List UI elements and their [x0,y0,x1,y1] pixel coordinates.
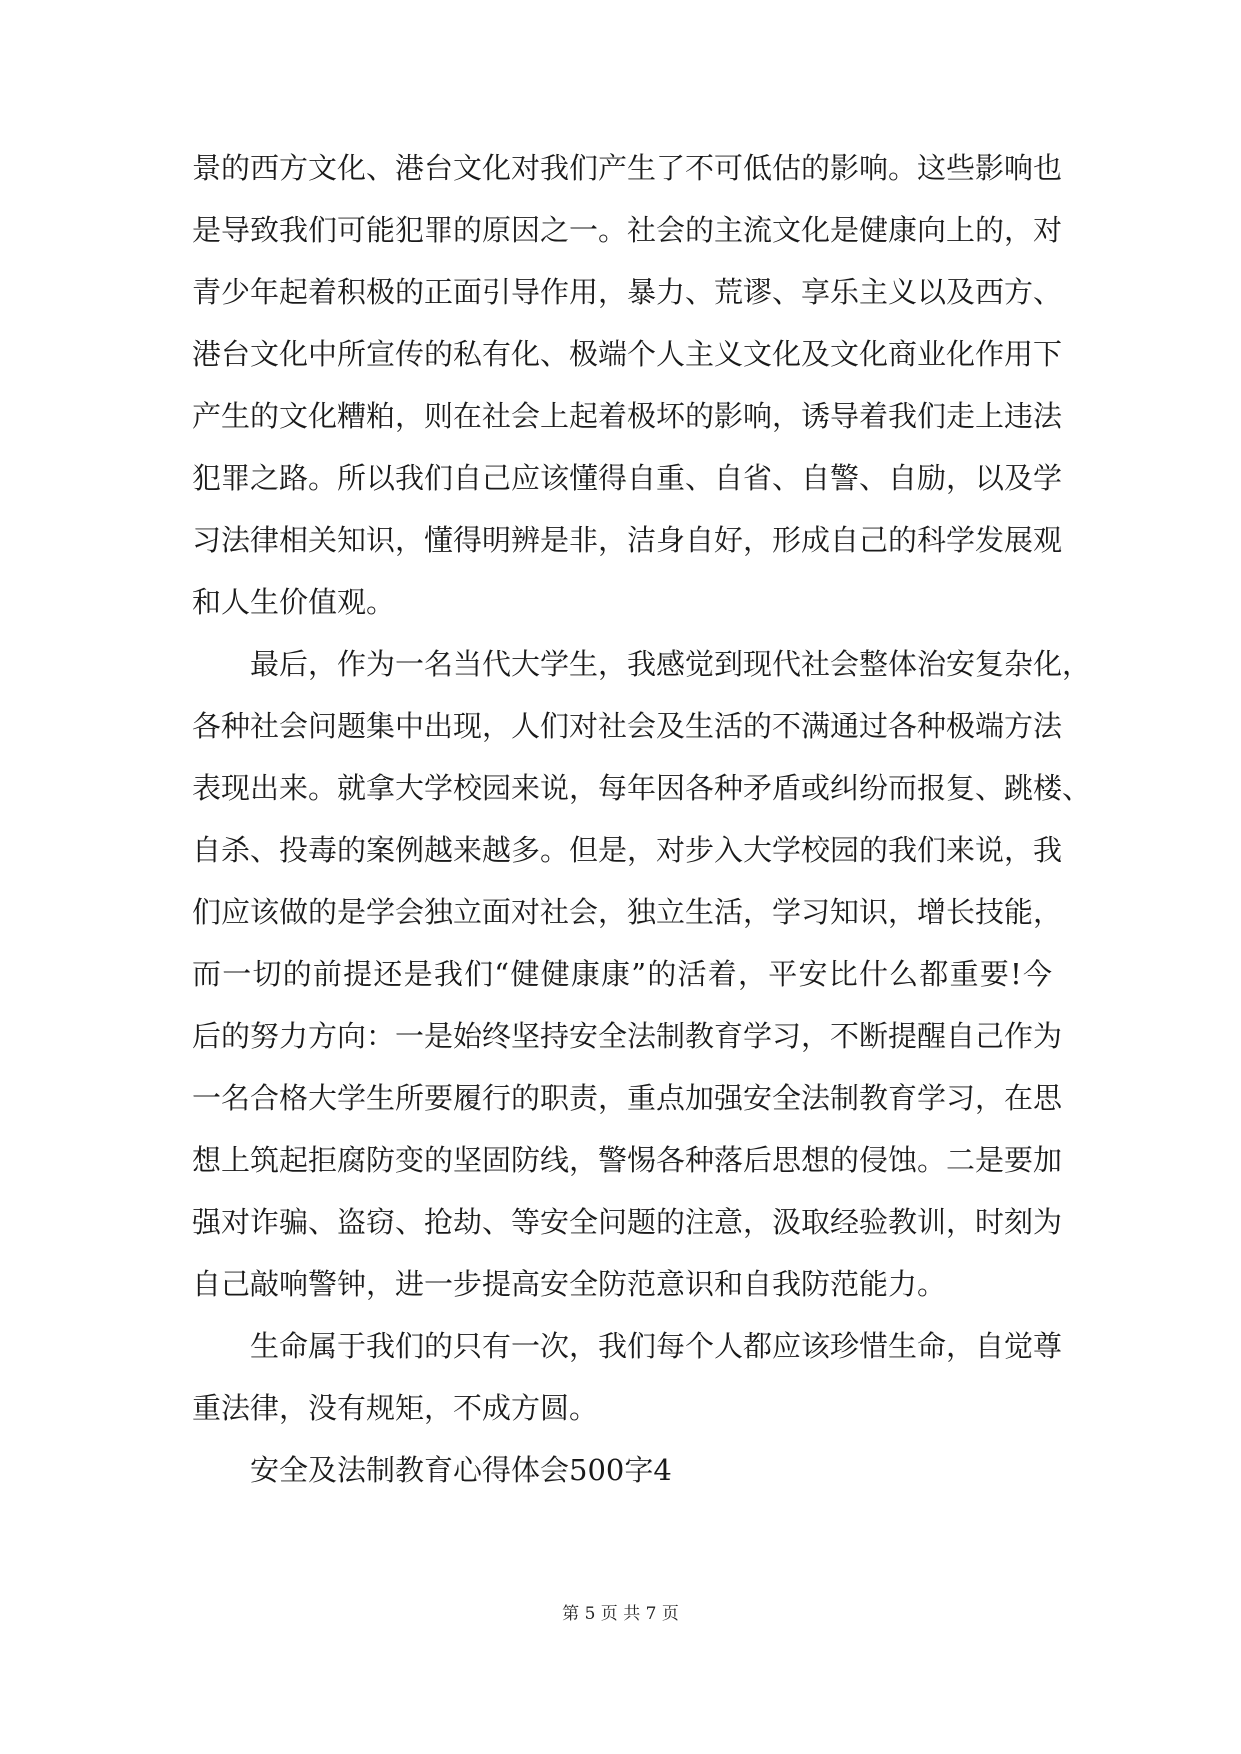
paragraph-1-line-6: 犯罪之路。所以我们自己应该懂得自重、自省、自警、自励，以及学 [192,461,1063,495]
paragraph-2-line-4: 自杀、投毒的案例越来越多。但是，对步入大学校园的我们来说，我 [192,833,1063,867]
section-heading: 安全及法制教育心得体会500字4 [250,1453,672,1487]
paragraph-2-line-8: 一名合格大学生所要履行的职责，重点加强安全法制教育学习，在思 [192,1081,1063,1115]
paragraph-3-line-2: 重法律，没有规矩，不成方圆。 [192,1391,599,1425]
paragraph-1-line-7: 习法律相关知识，懂得明辨是非，洁身自好，形成自己的科学发展观 [192,523,1063,557]
paragraph-1-line-4: 港台文化中所宣传的私有化、极端个人主义文化及文化商业化作用下 [192,337,1063,371]
paragraph-2-line-7: 后的努力方向：一是始终坚持安全法制教育学习，不断提醒自己作为 [192,1019,1063,1053]
paragraph-2-line-6: 而一切的前提还是我们“健健康康”的活着，平安比什么都重要!今 [192,957,1052,991]
paragraph-2-line-9: 想上筑起拒腐防变的坚固防线，警惕各种落后思想的侵蚀。二是要加 [192,1143,1063,1177]
page-footer: 第 5 页 共 7 页 [562,1604,679,1624]
paragraph-1-line-1: 景的西方文化、港台文化对我们产生了不可低估的影响。这些影响也 [192,151,1063,185]
paragraph-3-line-1: 生命属于我们的只有一次，我们每个人都应该珍惜生命，自觉尊 [250,1329,1063,1363]
paragraph-2-line-2: 各种社会问题集中出现，人们对社会及生活的不满通过各种极端方法 [192,709,1063,743]
paragraph-1-line-8: 和人生价值观。 [192,585,396,619]
paragraph-2-line-11: 自己敲响警钟，进一步提高安全防范意识和自我防范能力。 [192,1267,947,1301]
paragraph-1-line-3: 青少年起着积极的正面引导作用，暴力、荒谬、享乐主义以及西方、 [192,275,1063,309]
paragraph-1-line-5: 产生的文化糟粕，则在社会上起着极坏的影响，诱导着我们走上违法 [192,399,1063,433]
paragraph-1-line-2: 是导致我们可能犯罪的原因之一。社会的主流文化是健康向上的，对 [192,213,1063,247]
paragraph-2-line-5: 们应该做的是学会独立面对社会，独立生活，学习知识，增长技能， [192,895,1063,929]
paragraph-2-line-1: 最后，作为一名当代大学生，我感觉到现代社会整体治安复杂化， [250,647,1092,681]
paragraph-2-line-10: 强对诈骗、盗窃、抢劫、等安全问题的注意，汲取经验教训，时刻为 [192,1205,1063,1239]
paragraph-2-line-3: 表现出来。就拿大学校园来说，每年因各种矛盾或纠纷而报复、跳楼、 [192,771,1092,805]
